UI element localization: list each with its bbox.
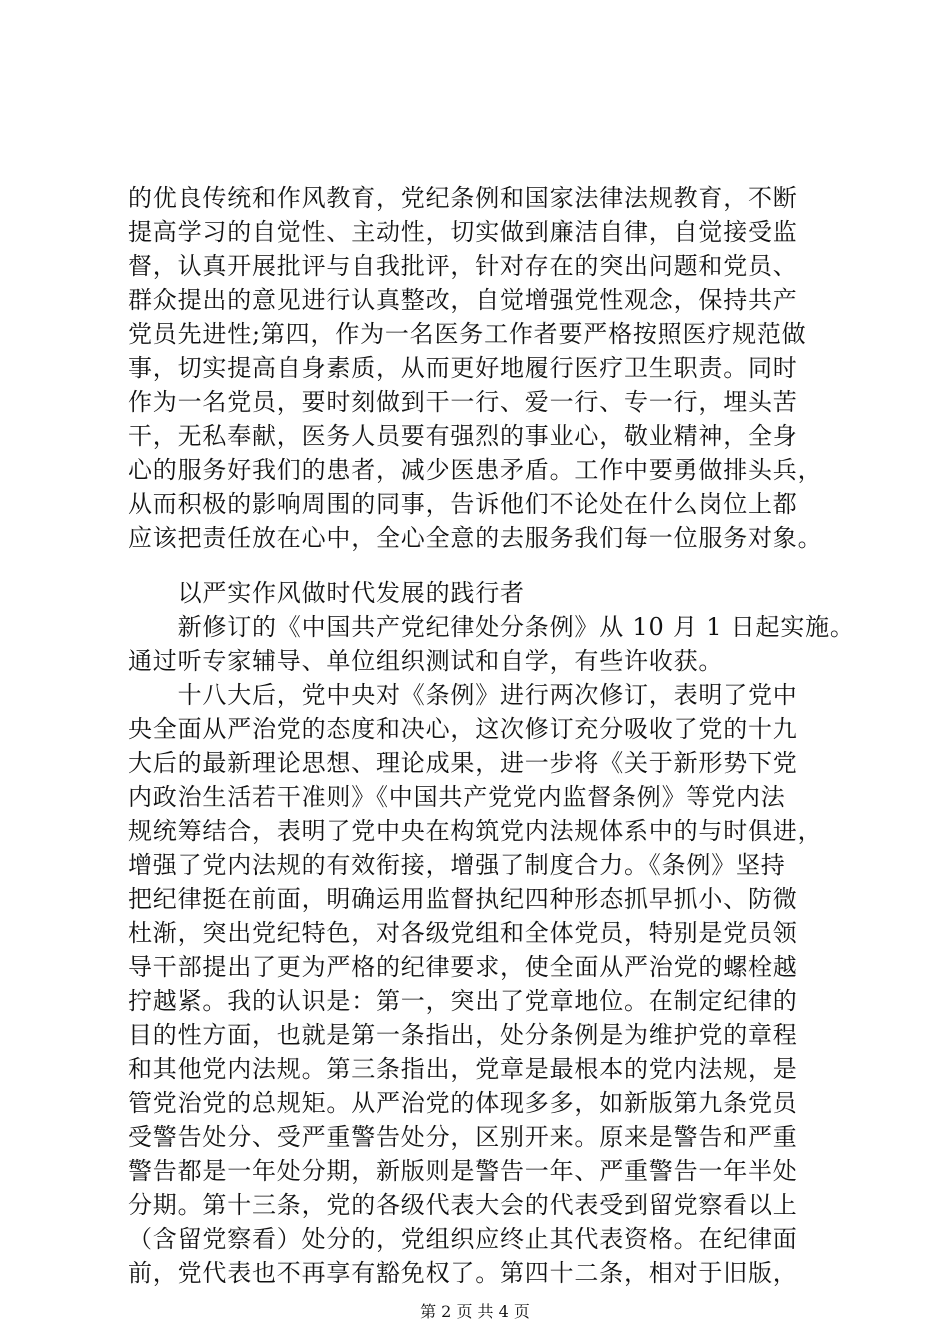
body-line: 管党治党的总规矩。从严治党的体现多多，如新版第九条党员 xyxy=(128,1089,798,1117)
body-line: 十八大后，党中央对《条例》进行两次修订，表明了党中 xyxy=(128,681,798,709)
body-line: 通过听专家辅导、单位组织测试和自学，有些许收获。 xyxy=(128,647,724,675)
body-line: 目的性方面，也就是第一条指出，处分条例是为维护党的章程 xyxy=(128,1021,798,1049)
body-line: 群众提出的意见进行认真整改，自觉增强党性观念，保持共产 xyxy=(128,286,798,314)
body-line: 作为一名党员，要时刻做到干一行、爱一行、专一行，埋头苦 xyxy=(128,388,798,416)
section-heading: 以严实作风做时代发展的践行者 xyxy=(128,579,525,607)
body-line: 警告都是一年处分期，新版则是警告一年、严重警告一年半处 xyxy=(128,1157,798,1185)
body-line: 导干部提出了更为严格的纪律要求，使全面从严治党的螺栓越 xyxy=(128,953,798,981)
body-line: 规统筹结合，表明了党中央在构筑党内法规体系中的与时俱进， xyxy=(128,817,823,845)
body-line: 应该把责任放在心中，全心全意的去服务我们每一位服务对象。 xyxy=(128,524,823,552)
body-line: 督，认真开展批评与自我批评，针对存在的突出问题和党员、 xyxy=(128,252,798,280)
body-line: （含留党察看）处分的，党组织应终止其代表资格。在纪律面 xyxy=(128,1225,798,1253)
body-line: 和其他党内法规。第三条指出，党章是最根本的党内法规，是 xyxy=(128,1055,798,1083)
body-line: 党员先进性;第四，作为一名医务工作者要严格按照医疗规范做 xyxy=(128,320,807,348)
body-line: 大后的最新理论思想、理论成果，进一步将《关于新形势下党 xyxy=(128,749,798,777)
page-footer: 第 2 页 共 4 页 xyxy=(420,1302,530,1321)
body-line: 受警告处分、受严重警告处分，区别开来。原来是警告和严重 xyxy=(128,1123,798,1151)
body-line: 新修订的《中国共产党纪律处分条例》从 10 月 1 日起实施。 xyxy=(128,613,855,641)
body-line: 从而积极的影响周围的同事，告诉他们不论处在什么岗位上都 xyxy=(128,490,798,518)
body-line: 增强了党内法规的有效衔接，增强了制度合力。《条例》坚持 xyxy=(128,851,786,879)
body-line: 央全面从严治党的态度和决心，这次修订充分吸收了党的十九 xyxy=(128,715,798,743)
body-line: 心的服务好我们的患者，减少医患矛盾。工作中要勇做排头兵， xyxy=(128,456,823,484)
body-line: 分期。第十三条，党的各级代表大会的代表受到留党察看以上 xyxy=(128,1191,798,1219)
body-line: 事，切实提高自身素质，从而更好地履行医疗卫生职责。同时 xyxy=(128,354,798,382)
body-line: 提高学习的自觉性、主动性，切实做到廉洁自律，自觉接受监 xyxy=(128,218,798,246)
body-line: 杜渐，突出党纪特色，对各级党组和全体党员，特别是党员领 xyxy=(128,919,798,947)
body-line: 拧越紧。我的认识是：第一，突出了党章地位。在制定纪律的 xyxy=(128,987,798,1015)
body-line: 内政治生活若干准则》《中国共产党党内监督条例》等党内法 xyxy=(128,783,786,811)
body-line: 干，无私奉献，医务人员要有强烈的事业心，敬业精神，全身 xyxy=(128,422,798,450)
body-line: 前，党代表也不再享有豁免权了。第四十二条，相对于旧版， xyxy=(128,1259,798,1287)
body-line: 的优良传统和作风教育，党纪条例和国家法律法规教育，不断 xyxy=(128,184,798,212)
body-line: 把纪律挺在前面，明确运用监督执纪四种形态抓早抓小、防微 xyxy=(128,885,798,913)
